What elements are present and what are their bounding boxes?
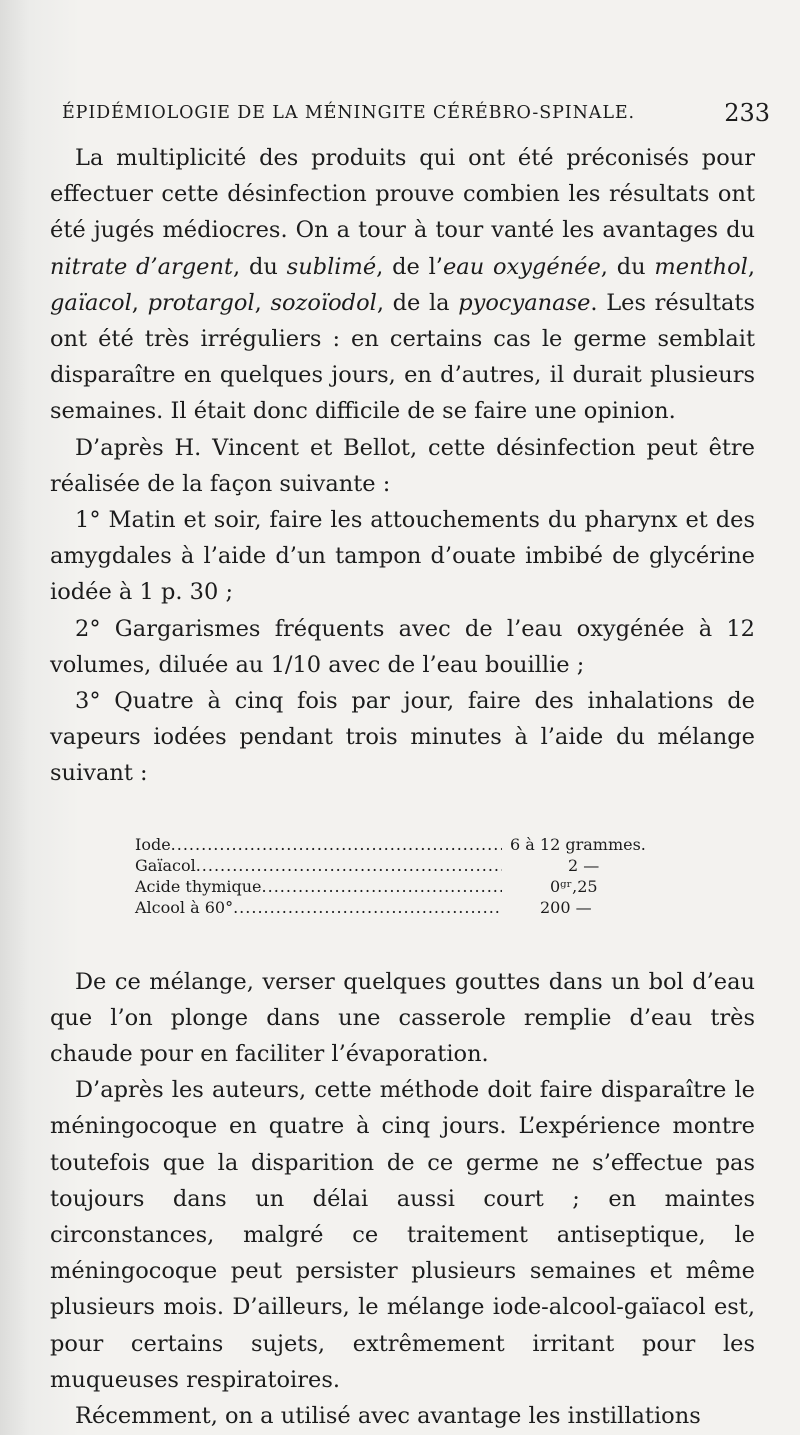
text-run: , du: [233, 253, 287, 280]
text-run: , de la: [376, 289, 459, 316]
recipe-table: [135, 834, 660, 918]
text-run: . Les résultats ont été très irréguliers : en certains cas le germe semblait disparaître en quelques jours, en d’autres, il durait plusieurs semaines. Il était donc difficile de se faire une opinion.: [50, 289, 755, 425]
italic-term: sozoïodol: [270, 289, 377, 316]
text-run: , du: [600, 253, 655, 280]
recipe-row: [135, 855, 660, 876]
running-header: [62, 99, 770, 133]
recipe-row: [135, 897, 660, 918]
paragraph-step-3: 3° Quatre à cinq fois par jour, faire des inhalations de vapeurs iodées pendant trois minutes à l’aide du mélange suivant :: [50, 688, 755, 787]
leader-dots: [171, 834, 502, 855]
leader-dots: [262, 876, 502, 897]
text-run: La multiplicité des produits qui ont été préconisés pour effectuer cette désinfection prouve combien les résultats ont été jugés médiocres. On a tour à tour vanté les avantages du: [50, 145, 755, 244]
text-run: ,: [254, 289, 271, 316]
text-run: ,: [131, 289, 148, 316]
paragraph-authors: D’après les auteurs, cette méthode doit faire disparaître le méningocoque en quatre à cinq jours. L’expérience montre toutefois que la disparition de ce germe ne s’effectue pas toujours dans un délai aussi court ; en maintes circonstances, malgré ce traitement antiseptique, le méningocoque peut persister plusieurs semaines et même plusieurs mois. D’ailleurs, le mélange iode-alcool-gaïacol est, pour certains sujets, extrêmement irritant pour les muqueuses respiratoires.: [50, 1077, 755, 1393]
paragraph-recently: Récemment, on a utilisé avec avantage les instillations: [75, 1403, 701, 1430]
italic-term: pyocyanase: [458, 289, 591, 316]
italic-term: eau oxygénée: [442, 253, 601, 280]
ingredient-name: Iode: [135, 834, 171, 854]
text-run: , de l’: [376, 253, 443, 280]
ingredient-quantity: [510, 855, 660, 876]
italic-term: menthol: [654, 253, 748, 280]
paragraph-step-2: 2° Gargarismes fréquents avec de l’eau oxygénée à 12 volumes, diluée au 1/10 avec de l’eau bouillie ;: [50, 615, 755, 678]
recipe-row: [135, 876, 660, 897]
italic-term: nitrate d’argent: [50, 253, 234, 280]
leader-dots: [196, 855, 502, 876]
paragraph-products: [50, 140, 755, 430]
ingredient-name: Alcool à 60°: [135, 897, 234, 917]
recipe-row: [135, 834, 660, 855]
ingredient-name: Acide thymique: [135, 876, 262, 896]
leader-dots: [233, 897, 502, 918]
running-title: ÉPIDÉMIOLOGIE DE LA MÉNINGITE CÉRÉBRO-SPINALE.: [62, 103, 636, 123]
paragraph-step-1: 1° Matin et soir, faire les attouchements du pharynx et des amygdales à l’aide d’un tampon d’ouate imbibé de glycérine iodée à 1 p. 30 ;: [50, 507, 755, 606]
page-number: 233: [724, 99, 770, 127]
text-run: ,: [747, 253, 755, 280]
quantity-text: 200 —: [540, 897, 592, 917]
italic-term: protargol: [147, 289, 255, 316]
ingredient-name: Gaïacol: [135, 855, 196, 875]
ingredient-quantity: [510, 897, 660, 918]
paragraph-vincent-bellot: D’après H. Vincent et Bellot, cette désinfection peut être réalisée de la façon suivante :: [50, 434, 755, 497]
paragraph-mixture-use: De ce mélange, verser quelques gouttes dans un bol d’eau que l’on plonge dans une casserole remplie d’eau très chaude pour en faciliter l’évaporation.: [50, 968, 755, 1068]
body-text: [50, 140, 755, 1434]
quantity-text: 2 —: [568, 855, 600, 875]
ingredient-quantity: [510, 876, 660, 897]
quantity-text: 0ᵍʳ,25: [550, 876, 598, 896]
italic-term: gaïacol: [50, 289, 132, 316]
ingredient-quantity: 6 à 12 grammes.: [510, 834, 646, 854]
italic-term: sublimé: [286, 253, 377, 280]
